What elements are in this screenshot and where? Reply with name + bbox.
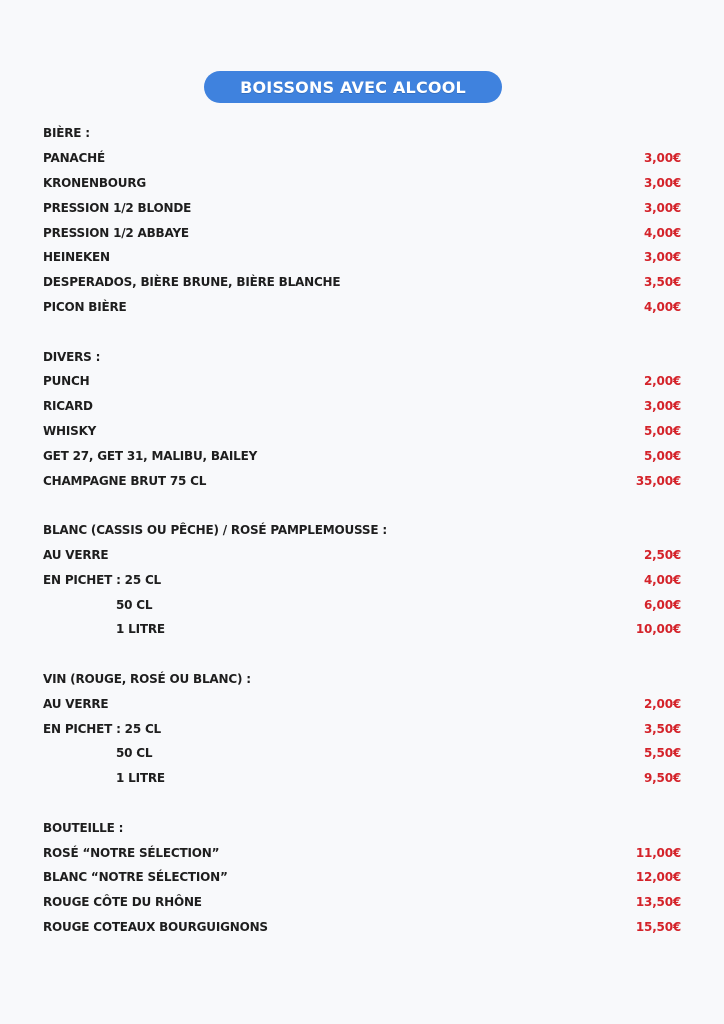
menu-item-label: AU VERRE: [43, 547, 109, 562]
menu-item: [43, 270, 681, 295]
menu-item: [43, 295, 681, 320]
menu-section: [43, 518, 681, 642]
section-heading: [43, 815, 681, 840]
menu-item: [43, 741, 681, 766]
menu-item-price: 3,50€: [644, 721, 681, 736]
menu-item: [43, 915, 681, 940]
menu-item: [43, 195, 681, 220]
section-heading: [43, 121, 681, 146]
menu-item-price: 3,00€: [644, 399, 681, 414]
menu-item: [43, 691, 681, 716]
menu-item-price: 10,00€: [635, 622, 681, 637]
menu-item: [43, 543, 681, 568]
menu-item: [43, 369, 681, 394]
section-heading: [43, 344, 681, 369]
menu-item-label: WHISKY: [43, 423, 97, 438]
menu-item: [43, 171, 681, 196]
menu-item-label: PRESSION 1/2 ABBAYE: [43, 225, 189, 240]
menu-item: [43, 443, 681, 468]
menu-item-price: 12,00€: [635, 870, 681, 885]
menu-item-label: 1 LITRE: [116, 771, 165, 786]
menu-item-label: PUNCH: [43, 374, 90, 389]
menu-item-label: HEINEKEN: [43, 250, 110, 265]
menu-item: [43, 468, 681, 493]
menu-item-label: PRESSION 1/2 BLONDE: [43, 200, 192, 215]
menu-item-label: AU VERRE: [43, 696, 109, 711]
menu-item-price: 13,50€: [635, 895, 681, 910]
menu-item: [43, 890, 681, 915]
menu-item: [43, 592, 681, 617]
menu-item: [43, 865, 681, 890]
menu-section: [43, 344, 681, 493]
menu-item-price: 5,50€: [644, 746, 681, 761]
section-heading-label: DIVERS :: [43, 349, 101, 364]
menu-item-label: KRONENBOURG: [43, 175, 147, 190]
menu-item-price: 35,00€: [635, 473, 681, 488]
section-spacer: [43, 642, 681, 667]
menu-item: [43, 766, 681, 791]
menu-item-price: 5,00€: [644, 448, 681, 463]
menu-item: [43, 394, 681, 419]
menu-item: [43, 840, 681, 865]
page-title: BOISSONS AVEC ALCOOL: [240, 77, 466, 97]
menu-item-label: DESPERADOS, BIÈRE BRUNE, BIÈRE BLANCHE: [43, 275, 341, 290]
menu-item-price: 3,00€: [644, 151, 681, 166]
drinks-menu: [43, 121, 681, 939]
menu-item-price: 6,00€: [644, 597, 681, 612]
menu-section: [43, 815, 681, 939]
menu-item-price: 4,00€: [644, 299, 681, 314]
menu-item-price: 3,00€: [644, 200, 681, 215]
section-heading-label: BIÈRE :: [43, 126, 90, 141]
menu-item-label: 1 LITRE: [116, 622, 165, 637]
menu-item-price: 9,50€: [644, 771, 681, 786]
menu-item-price: 4,00€: [644, 225, 681, 240]
menu-item-price: 3,00€: [644, 175, 681, 190]
menu-item-price: 4,00€: [644, 572, 681, 587]
menu-item-label: ROSÉ “NOTRE SÉLECTION”: [43, 845, 220, 860]
section-heading: [43, 667, 681, 692]
menu-item-price: 15,50€: [635, 919, 681, 934]
menu-item-price: 5,00€: [644, 423, 681, 438]
menu-item: [43, 567, 681, 592]
menu-item-label: 50 CL: [116, 597, 153, 612]
section-spacer: [43, 493, 681, 518]
menu-section: [43, 121, 681, 319]
menu-item-label: EN PICHET : 25 CL: [43, 572, 161, 587]
menu-item: [43, 617, 681, 642]
menu-item-price: 3,00€: [644, 250, 681, 265]
menu-item: [43, 245, 681, 270]
menu-item: [43, 716, 681, 741]
page-title-banner: [204, 71, 502, 103]
section-heading-label: BOUTEILLE :: [43, 820, 124, 835]
menu-item-price: 2,00€: [644, 374, 681, 389]
section-spacer: [43, 791, 681, 816]
menu-item: [43, 419, 681, 444]
section-heading-label: VIN (ROUGE, ROSÉ OU BLANC) :: [43, 671, 251, 686]
menu-item-price: 3,50€: [644, 275, 681, 290]
menu-item-label: RICARD: [43, 399, 93, 414]
section-heading-label: BLANC (CASSIS OU PÊCHE) / ROSÉ PAMPLEMOUSSE :: [43, 523, 387, 538]
menu-item-label: BLANC “NOTRE SÉLECTION”: [43, 870, 228, 885]
menu-item-label: PICON BIÈRE: [43, 299, 127, 314]
menu-item: [43, 146, 681, 171]
menu-item-label: EN PICHET : 25 CL: [43, 721, 161, 736]
menu-item-price: 11,00€: [635, 845, 681, 860]
menu-item-label: ROUGE COTEAUX BOURGUIGNONS: [43, 919, 268, 934]
menu-item-label: ROUGE CÔTE DU RHÔNE: [43, 895, 202, 910]
menu-item-price: 2,00€: [644, 696, 681, 711]
section-spacer: [43, 319, 681, 344]
section-heading: [43, 518, 681, 543]
menu-item-label: PANACHÉ: [43, 151, 105, 166]
menu-item-label: CHAMPAGNE BRUT 75 CL: [43, 473, 207, 488]
menu-section: [43, 667, 681, 791]
menu-item: [43, 220, 681, 245]
menu-item-label: 50 CL: [116, 746, 153, 761]
menu-item-price: 2,50€: [644, 547, 681, 562]
menu-item-label: GET 27, GET 31, MALIBU, BAILEY: [43, 448, 258, 463]
